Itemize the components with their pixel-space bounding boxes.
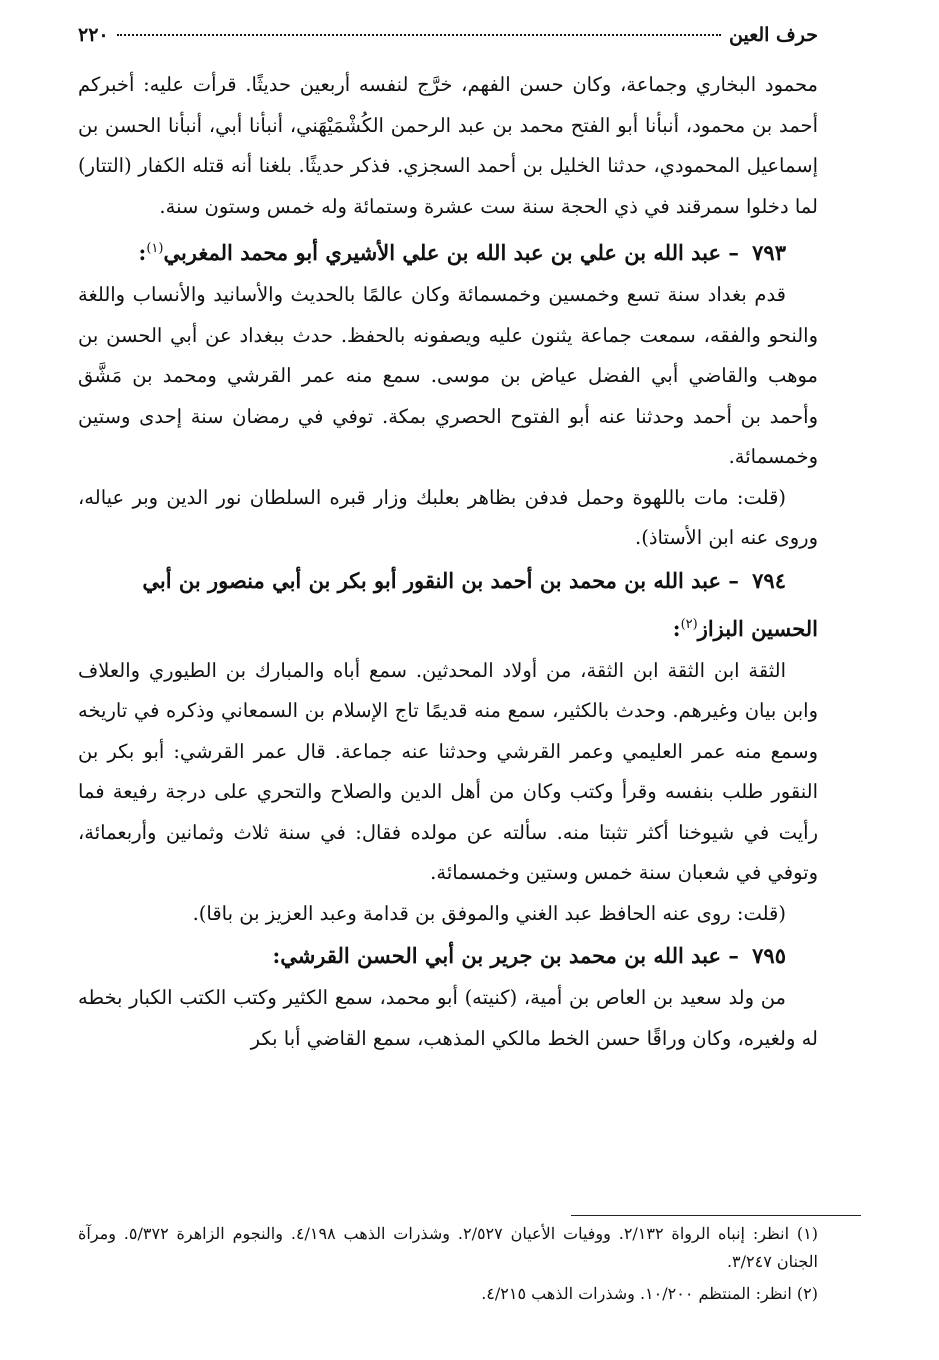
entry-dash: – — [728, 240, 739, 265]
entry-note-793: (قلت: مات باللهوة وحمل فدفن بظاهر بعلبك وزار قبره السلطان نور الدين وبر عياله، وروى عنه ابن الأستاذ). — [78, 485, 818, 549]
page-number: ٢٢٠ — [78, 24, 109, 46]
footnote-ref[interactable]: (١) — [146, 241, 164, 256]
page-body — [78, 24, 818, 1059]
footnote-ref[interactable]: (٢) — [680, 616, 698, 632]
chapter-title: حرف العين — [729, 24, 818, 46]
running-header — [78, 24, 818, 65]
entry-note-794: (قلت: روى عنه الحافظ عبد الغني والموفق بن قدامة وعبد العزيز بن باقا). — [192, 901, 786, 925]
entry-colon: : — [138, 240, 147, 265]
entry-text-794: الثقة ابن الثقة ابن الثقة، من أولاد المحدثين. سمع أباه والمبارك بن الطيوري والعلاف وابن بيان وغيرهم. وحدث بالكثير، سمع منه قديمًا تاج الإسلام بن السمعاني وذكره في تاريخه وسمع منه عمر العليمي وعمر القرشي وحدثنا عنه جماعة. قال عمر القرشي: أبو بكر بن النقور طلب بنفسه وقرأ وكتب وكان من أهل الدين والصلاح والتحري على درجة رفيعة فما رأيت في شيوخنا أكثر تثبتا منه. سألته عن مولده فقال: في سنة ثلاث وثمانين وأربعمائة، وتوفي في شعبان سنة خمس وستين وخمسمائة. — [78, 658, 818, 884]
footnote-2: (٢) انظر: المنتظم ١٠/٢٠٠. وشذرات الذهب ٤/٢١٥. — [481, 1284, 818, 1303]
header-leader-dots — [117, 34, 721, 36]
entry-colon: : — [272, 943, 281, 968]
entry-dash: – — [728, 943, 739, 968]
footnotes — [78, 1220, 818, 1308]
entry-heading-795 — [78, 934, 818, 978]
footnote-separator — [571, 1215, 861, 1216]
entry-number: ٧٩٣ — [752, 240, 786, 265]
entry-colon: : — [672, 615, 681, 641]
entry-dash: – — [728, 567, 739, 593]
footnote-1: (١) انظر: إنباه الرواة ٢/١٣٢. ووفيات الأعيان ٢/٥٢٧. وشذرات الذهب ٤/١٩٨. والنجوم الزاهرة ٥/٣٧٢. ومرآة الجنان ٣/٢٤٧. — [78, 1224, 818, 1271]
entry-heading-794 — [78, 559, 818, 651]
entry-number: ٧٩٤ — [752, 567, 786, 593]
entry-text-793: قدم بغداد سنة تسع وخمسين وخمسمائة وكان عالمًا بالحديث والأسانيد والأنساب واللغة والنحو والفقه، سمعت جماعة يثنون عليه ويصفونه بالحفظ. حدث ببغداد عن أبي الحسن بن موهب والقاضي أبي الفضل عياض بن موسى. سمع منه عمر القرشي ومحمد بن مَشَّق وأحمد بن أحمد وحدثنا عنه أبو الفتوح الحصري بمكة. توفي في رمضان سنة إحدى وستين وخمسمائة. — [78, 283, 818, 468]
intro-paragraph: محمود البخاري وجماعة، وكان حسن الفهم، خرَّج لنفسه أربعين حديثًا. قرأت عليه: أخبركم أحمد بن محمود، أنبأنا أبو الفتح محمد بن عبد الرحمن الكُشْمَيْهَني، أنبأنا أبي، أنبأنا الحسن بن إسماعيل المحمودي، حدثنا الخليل بن أحمد السجزي. فذكر حديثًا. بلغنا أنه قتله الكفار (التتار) لما دخلوا سمرقند في ذي الحجة سنة ست عشرة وستمائة وله خمس وستون سنة. — [78, 73, 818, 218]
entry-name: عبد الله بن محمد بن جرير بن أبي الحسن القرشي — [280, 943, 722, 968]
entry-text-795: من ولد سعيد بن العاص بن أمية، (كنيته) أبو محمد، سمع الكثير وكتب الكتب الكبار بخطه له ولغيره، وكان وراقًا حسن الخط مالكي المذهب، سمع القاضي أبا بكر — [78, 986, 818, 1050]
entry-heading-793 — [78, 227, 818, 275]
entry-name: عبد الله بن علي بن عبد الله بن علي الأشيري أبو محمد المغربي — [163, 240, 722, 265]
entry-name: عبد الله بن محمد بن أحمد بن النقور أبو بكر بن أبي منصور بن أبي الحسين البزاز — [142, 567, 818, 641]
entry-number: ٧٩٥ — [752, 943, 786, 968]
